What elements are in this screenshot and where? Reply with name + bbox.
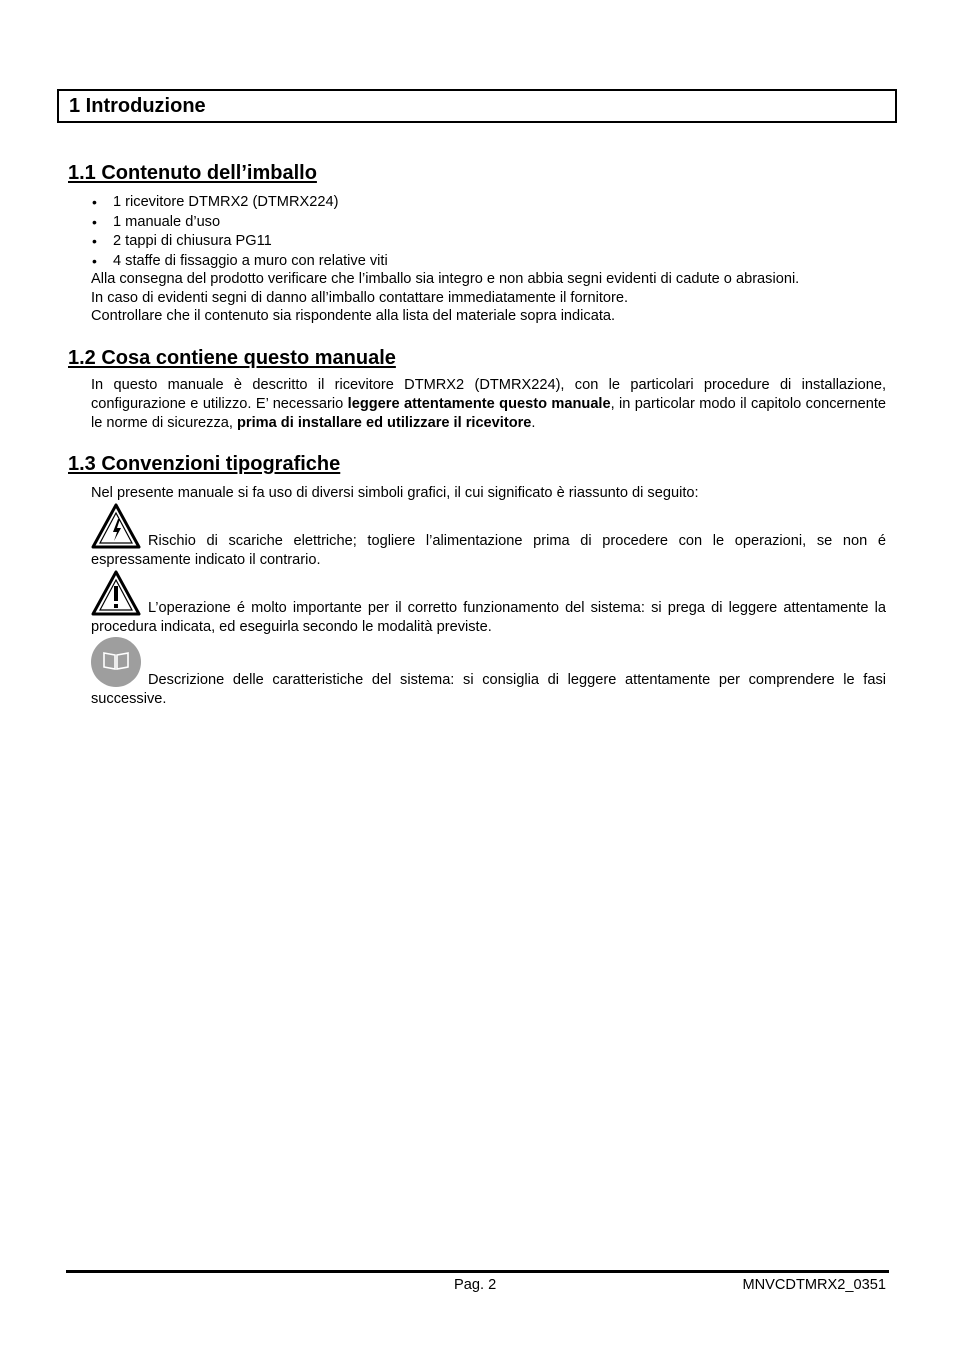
list-item: 2 tappi di chiusura PG11 <box>113 233 272 249</box>
document-code: MNVCDTMRX2_0351 <box>742 1277 886 1293</box>
section-1-2-heading: 1.2 Cosa contiene questo manuale <box>68 347 396 369</box>
damage-paragraph: In caso di evidenti segni di danno all’imballo contattare immediatamente il fornitore. <box>91 290 629 306</box>
list-item: 1 manuale d’uso <box>113 214 221 230</box>
bullet-icon: • <box>92 194 97 210</box>
bold-text-run: leggere attentamente questo manuale <box>347 396 611 412</box>
bullet-icon: • <box>92 253 97 269</box>
bullet-icon: • <box>92 233 97 249</box>
symbols-intro: Nel presente manuale si fa uso di diversi simboli grafici, il cui significato è riassunto di seguito: <box>91 485 699 501</box>
text-run: In questo manuale è descritto il ricevitore DTMRX2 (DTMRX224), con le particolari procedure di installazione, configurazione e utilizzo. E’ necessario <box>91 377 886 412</box>
manual-description-paragraph <box>91 376 886 433</box>
book-description: Descrizione delle caratteristiche del sistema: si consiglia di leggere attentamente per comprendere le fasi successive. <box>91 672 886 707</box>
text-run: . <box>531 415 536 431</box>
section-1-1-heading: 1.1 Contenuto dell’imballo <box>68 162 317 184</box>
page-number: Pag. 2 <box>454 1277 497 1293</box>
section-1-3-heading: 1.3 Convenzioni tipografiche <box>68 453 341 475</box>
bold-text-run: prima di installare ed utilizzare il ricevitore <box>237 415 532 431</box>
delivery-check-paragraph: Alla consegna del prodotto verificare che l’imballo sia integro e non abbia segni evidenti di cadute o abrasioni. <box>91 271 800 287</box>
electric-hazard-description: Rischio di scariche elettriche; togliere l’alimentazione prima di procedere con le operazioni, se non é espressamente indicato il contrario. <box>91 533 886 568</box>
contents-check-paragraph: Controllare che il contenuto sia rispondente alla lista del materiale sopra indicata. <box>91 308 616 324</box>
footer-rule <box>66 1270 889 1273</box>
warning-description: L’operazione é molto importante per il corretto funzionamento del sistema: si prega di leggere attentamente la procedura indicata, ed eseguirla secondo le modalità previste. <box>91 600 886 635</box>
chapter-title-box <box>57 89 897 123</box>
list-item: 1 ricevitore DTMRX2 (DTMRX224) <box>113 194 339 210</box>
list-item: 4 staffe di fissaggio a muro con relative viti <box>113 253 388 269</box>
chapter-title: 1 Introduzione <box>69 95 206 117</box>
text-run: , in particolar modo il capitolo concernente le norme di sicurezza, <box>91 396 886 431</box>
bullet-icon: • <box>92 214 97 230</box>
